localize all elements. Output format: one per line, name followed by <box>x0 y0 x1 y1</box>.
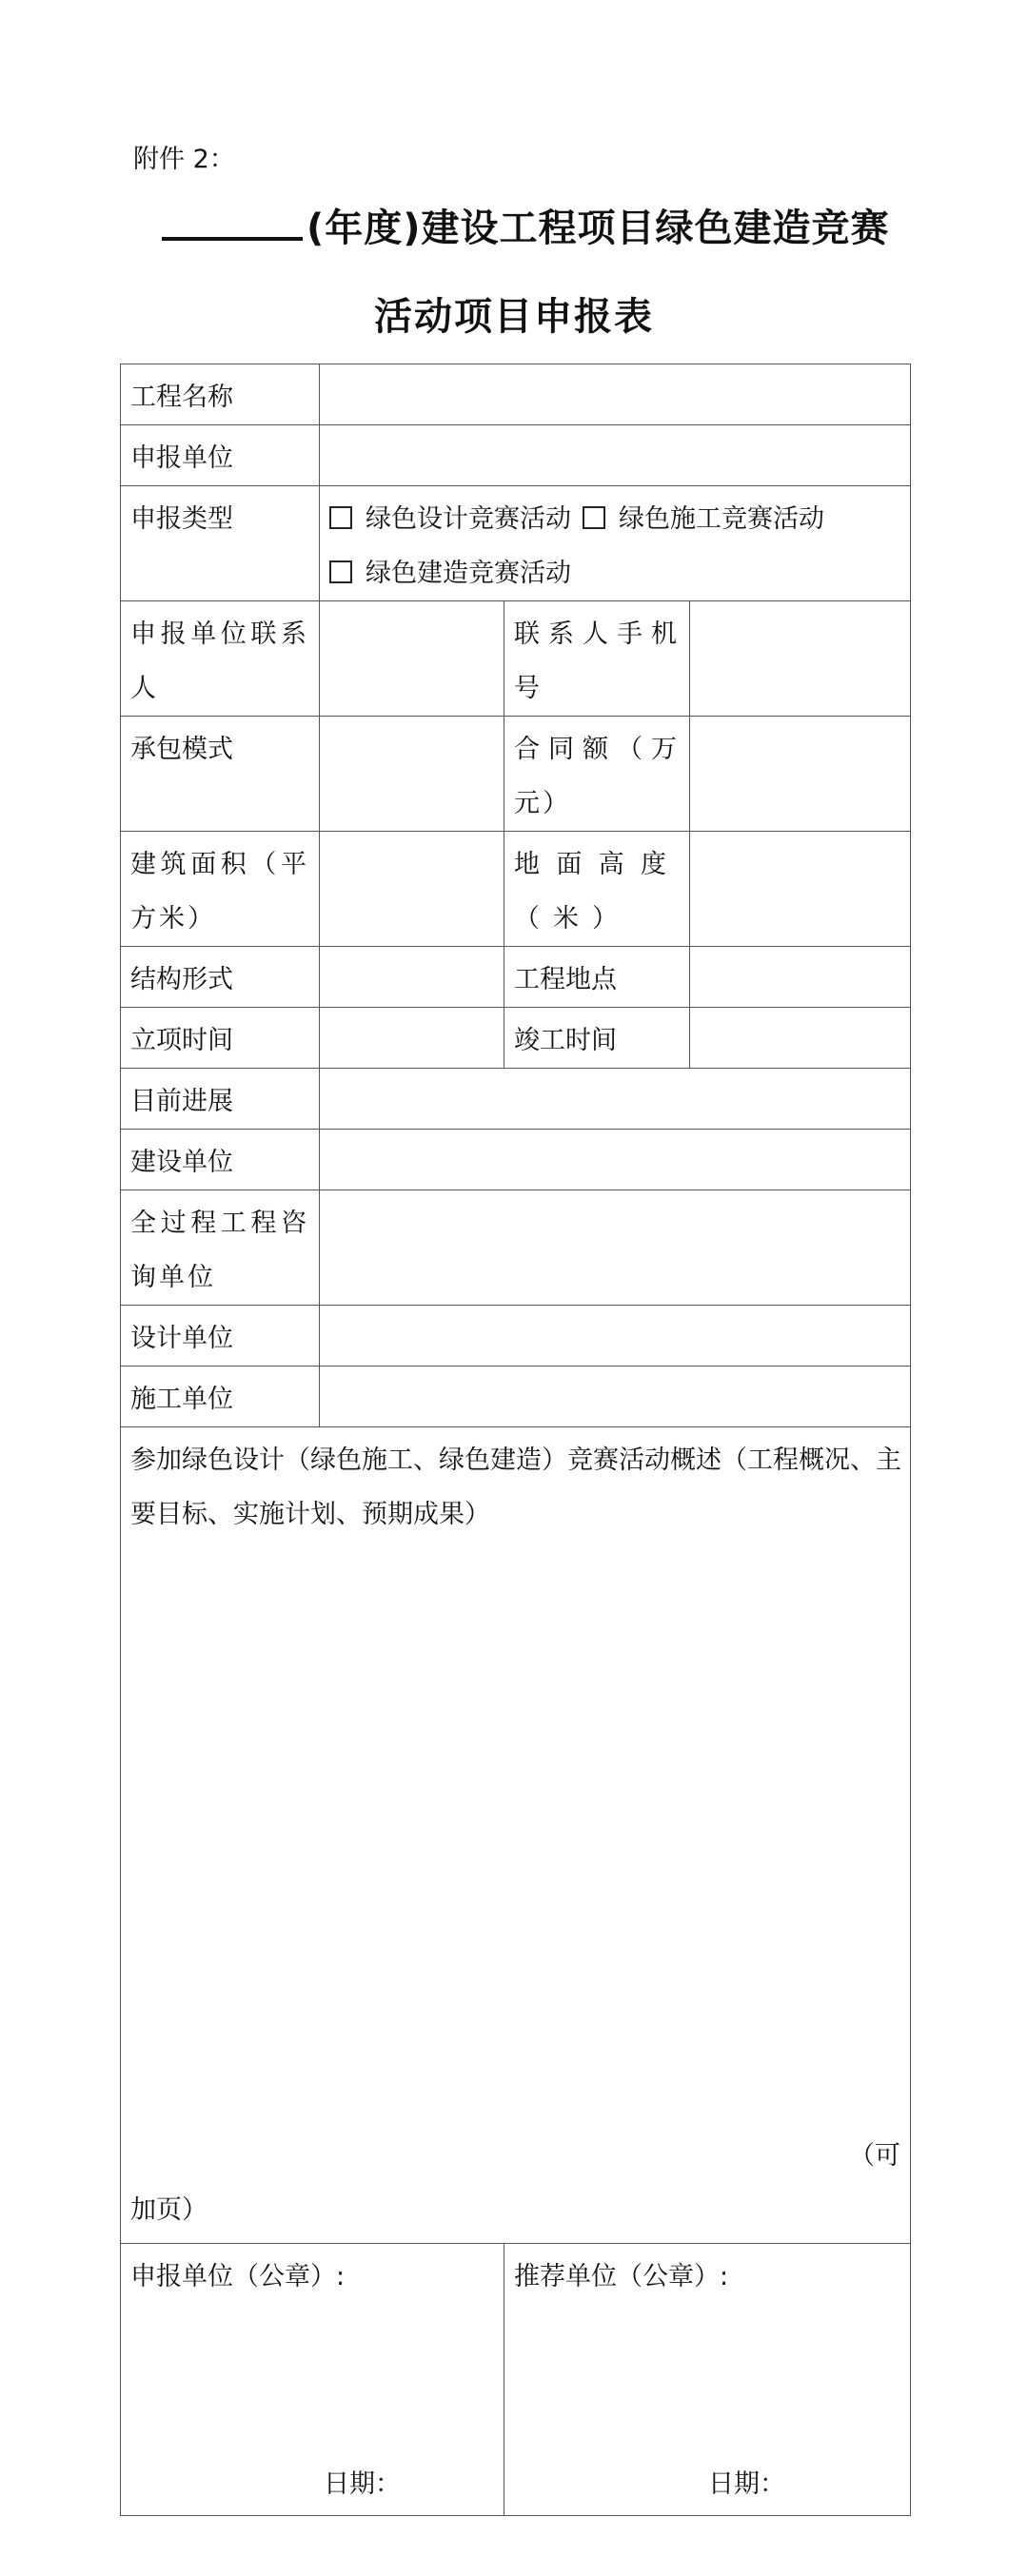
label-consultant: 全过程工程咨询单位 <box>121 1190 320 1306</box>
field-builder[interactable] <box>320 1130 911 1190</box>
checkbox-icon[interactable] <box>329 560 352 583</box>
label-contract-mode: 承包模式 <box>121 717 320 832</box>
label-designer: 设计单位 <box>121 1306 320 1367</box>
label-builder: 建设单位 <box>121 1130 320 1190</box>
row-consultant <box>121 1190 911 1306</box>
option-label: 绿色建造竞赛活动 <box>366 559 571 588</box>
form-title-text: (年度)建设工程项目绿色建造竞赛 <box>306 206 890 250</box>
description-area[interactable] <box>121 1427 911 2244</box>
description-note: （可 <box>849 2141 900 2171</box>
field-start-time[interactable] <box>320 1008 504 1069</box>
row-structure <box>121 947 911 1008</box>
option-green-construction[interactable] <box>583 504 824 534</box>
option-label: 绿色设计竞赛活动 <box>366 504 571 534</box>
attachment-label: 附件 2： <box>133 145 235 174</box>
field-designer[interactable] <box>320 1306 911 1367</box>
application-form-table <box>120 364 911 2516</box>
field-contract-amount[interactable] <box>690 717 911 832</box>
row-area <box>121 832 911 947</box>
label-contact: 申报单位联系人 <box>121 601 320 717</box>
recommender-seal-label: 推荐单位（公章）: <box>514 2262 729 2291</box>
row-type <box>121 486 911 601</box>
option-label: 绿色施工竞赛活动 <box>619 504 824 534</box>
option-green-build[interactable] <box>329 559 571 588</box>
label-applicant: 申报单位 <box>121 425 320 486</box>
field-consultant[interactable] <box>320 1190 911 1306</box>
applicant-date-label: 日期： <box>324 2469 401 2499</box>
row-applicant <box>121 425 911 486</box>
recommender-date-label: 日期： <box>708 2469 785 2499</box>
field-applicant[interactable] <box>320 425 911 486</box>
row-constructor <box>121 1367 911 1427</box>
row-designer <box>121 1306 911 1367</box>
year-blank-line <box>162 212 303 241</box>
field-height[interactable] <box>690 832 911 947</box>
field-constructor[interactable] <box>320 1367 911 1427</box>
row-project-name <box>121 364 911 425</box>
form-title-line1 <box>162 198 890 252</box>
field-progress[interactable] <box>320 1069 911 1130</box>
row-contact <box>121 601 911 717</box>
checkbox-icon[interactable] <box>583 506 605 529</box>
row-builder <box>121 1130 911 1190</box>
label-structure: 结构形式 <box>121 947 320 1008</box>
label-finish-time: 竣工时间 <box>504 1008 690 1069</box>
field-project-name[interactable] <box>320 364 911 425</box>
label-contact-phone: 联系人手机号 <box>504 601 690 717</box>
form-title-line2: 活动项目申报表 <box>374 295 654 339</box>
label-area: 建筑面积（平方米） <box>121 832 320 947</box>
row-signature <box>121 2244 911 2516</box>
field-contract-mode[interactable] <box>320 717 504 832</box>
description-note-cont: 加页） <box>130 2195 208 2225</box>
label-contract-amount: 合同额（万元） <box>504 717 690 832</box>
field-contact-phone[interactable] <box>690 601 911 717</box>
field-finish-time[interactable] <box>690 1008 911 1069</box>
label-type: 申报类型 <box>121 486 320 601</box>
applicant-seal-label: 申报单位（公章）: <box>130 2262 346 2291</box>
recommender-seal-area[interactable] <box>504 2244 911 2516</box>
description-prompt: 参加绿色设计（绿色施工、绿色建造）竞赛活动概述（工程概况、主要目标、实施计划、预期成果） <box>130 1445 901 1529</box>
label-project-name: 工程名称 <box>121 364 320 425</box>
checkbox-icon[interactable] <box>329 506 352 529</box>
label-location: 工程地点 <box>504 947 690 1008</box>
label-constructor: 施工单位 <box>121 1367 320 1427</box>
field-type-options <box>320 486 911 601</box>
label-progress: 目前进展 <box>121 1069 320 1130</box>
label-height: 地面高度（米） <box>504 832 690 947</box>
field-area[interactable] <box>320 832 504 947</box>
row-contract <box>121 717 911 832</box>
field-structure[interactable] <box>320 947 504 1008</box>
row-progress <box>121 1069 911 1130</box>
field-contact[interactable] <box>320 601 504 717</box>
label-start-time: 立项时间 <box>121 1008 320 1069</box>
option-green-design[interactable] <box>329 504 571 534</box>
row-time <box>121 1008 911 1069</box>
applicant-seal-area[interactable] <box>121 2244 504 2516</box>
row-description <box>121 1427 911 2244</box>
field-location[interactable] <box>690 947 911 1008</box>
